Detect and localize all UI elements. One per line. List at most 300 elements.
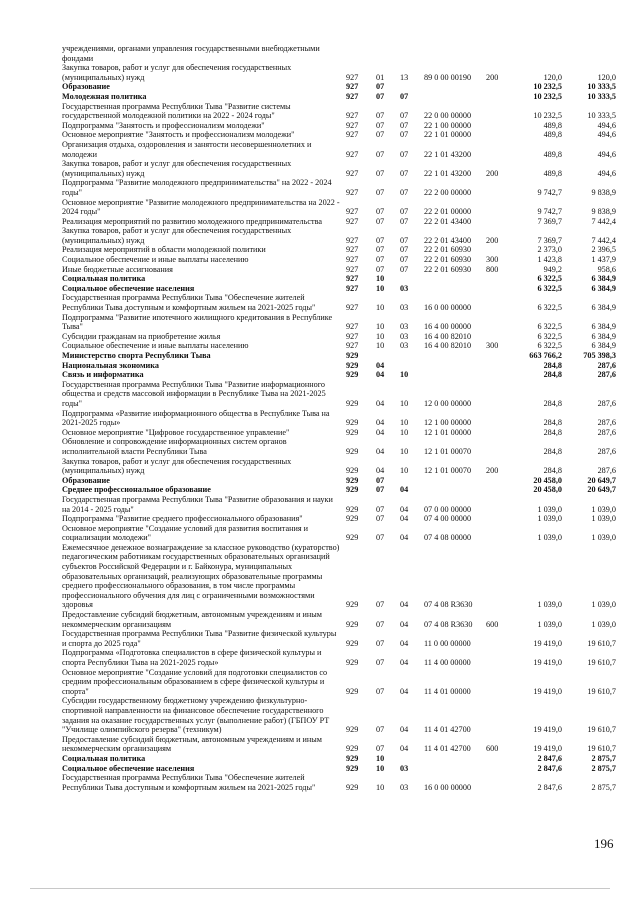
row-subsection (398, 351, 422, 361)
row-section: 10 (376, 303, 385, 313)
table-row (62, 351, 618, 361)
table-body (62, 44, 618, 792)
row-section: 04 (376, 360, 385, 370)
row-amount-year2: 1 039,0 (591, 514, 616, 524)
row-subsection: 10 (400, 418, 409, 428)
row-expense-type (484, 485, 510, 495)
row-name: Государственная программа Республики Тыва "Развитие информационного общества и средств массовой информации в Республике Тыва на 2021-2025 годы" (62, 379, 326, 408)
table-row (62, 764, 618, 774)
row-section: 07 (376, 600, 385, 610)
row-section: 10 (376, 782, 385, 792)
row-amount-year1: 489,8 (543, 120, 562, 130)
row-amount-year1: 2 373,0 (537, 245, 562, 255)
row-amount-year2: 1 437,9 (591, 255, 616, 265)
row-name: Основное мероприятие "Создание условий для подготовки специалистов со средним профессиональным образованием в сфере физической культуры и спорта" (62, 667, 328, 696)
row-subsection: 10 (400, 427, 409, 437)
row-subsection: 03 (400, 322, 409, 332)
document-page (62, 44, 622, 792)
row-section: 07 (376, 235, 385, 245)
row-amount-year1: 284,8 (543, 398, 562, 408)
row-expense-type (484, 361, 510, 371)
row-ved: 927 (346, 82, 359, 92)
row-amount-year1: 284,8 (543, 360, 562, 370)
row-amount-year1: 284,8 (543, 418, 562, 428)
row-amount-year1: 120,0 (543, 72, 562, 82)
row-amount-year2: 19 610,7 (587, 686, 616, 696)
row-section: 10 (376, 341, 385, 351)
row-amount-year2: 494,6 (597, 120, 616, 130)
row-name: Субсидии гражданам на приобретение жилья (62, 331, 221, 341)
row-subsection: 10 (400, 370, 409, 380)
row-name: Министерство спорта Республики Тыва (62, 351, 211, 360)
row-expense-type (484, 293, 510, 312)
row-name: Государственная программа Республики Тыва "Развитие физической культуры и спорта до 2025 года" (62, 629, 337, 648)
row-amount-year2: 10 333,5 (587, 91, 616, 101)
row-subsection: 04 (400, 658, 409, 667)
row-ved: 929 (346, 658, 359, 667)
row-subsection: 07 (400, 207, 409, 217)
row-expense-type: 200 (486, 466, 499, 476)
table-row (62, 457, 618, 476)
row-amount-year2: 6 384,9 (591, 303, 616, 313)
page-number: 196 (594, 836, 614, 851)
table-row (62, 284, 618, 294)
table-row (62, 495, 618, 514)
row-expense-type: 600 (486, 619, 499, 629)
row-target-article: 22 0 00 00000 (424, 111, 472, 121)
row-section: 07 (376, 82, 385, 92)
row-amount-year2: 1 039,0 (591, 619, 616, 629)
row-expense-type (484, 140, 510, 159)
row-amount-year1: 9 742,7 (537, 187, 562, 197)
row-name: Организация отдыха, оздоровления и занятости несовершеннолетних и молодежи (62, 139, 312, 159)
row-ved: 929 (346, 485, 359, 495)
row-expense-type (484, 313, 510, 332)
row-subsection: 07 (400, 255, 409, 265)
row-name: Закупка товаров, работ и услуг для обеспечения государственных (муниципальных) нужд (62, 456, 292, 476)
row-section: 07 (376, 255, 385, 265)
row-section: 07 (376, 744, 385, 754)
row-section: 07 (376, 725, 385, 735)
row-amount-year2: 19 610,7 (587, 744, 616, 754)
row-target-article: 89 0 00 00190 (424, 72, 472, 82)
row-amount-year1: 663 766,2 (529, 351, 562, 360)
row-ved: 927 (346, 130, 359, 140)
row-target-article: 07 4 08 R3630 (424, 600, 473, 610)
row-expense-type (484, 764, 510, 774)
row-expense-type (484, 332, 510, 342)
table-row (62, 648, 618, 667)
row-target-article: 12 1 01 00070 (424, 466, 472, 476)
row-expense-type: 800 (486, 264, 499, 274)
row-amount-year2: 19 610,7 (587, 658, 616, 667)
row-section: 07 (376, 111, 385, 121)
row-ved: 929 (346, 398, 359, 408)
row-subsection: 04 (400, 725, 409, 735)
table-row (62, 524, 618, 543)
row-name: Закупка товаров, работ и услуг для обеспечения государственных (муниципальных) нужд (62, 63, 292, 82)
row-amount-year2: 1 039,0 (591, 504, 616, 514)
table-row (62, 409, 618, 428)
row-target-article: 07 4 00 00000 (424, 514, 472, 524)
row-section: 04 (376, 446, 385, 456)
table-row (62, 226, 618, 245)
row-section: 10 (376, 274, 385, 284)
row-section: 10 (376, 331, 385, 341)
footer-divider (30, 888, 610, 889)
row-subsection: 10 (400, 466, 409, 476)
row-ved: 929 (346, 686, 359, 696)
row-target-article (422, 44, 484, 63)
table-row (62, 313, 618, 332)
table-row (62, 140, 618, 159)
row-target-article (422, 92, 484, 102)
row-subsection (398, 361, 422, 371)
row-amount-year2: 6 384,9 (591, 322, 616, 332)
row-subsection: 13 (400, 72, 409, 82)
row-amount-year1: 1 423,8 (537, 255, 562, 265)
table-row (62, 255, 618, 265)
row-name: Государственная программа Республики Тыва "Обеспечение жителей Республики Тыва доступным и комфортным жильем на 2021-2025 годы" (62, 293, 316, 313)
table-row (62, 437, 618, 456)
table-row (62, 102, 618, 121)
row-target-article: 16 4 00 00000 (424, 322, 472, 332)
row-subsection: 07 (400, 235, 409, 245)
row-amount-year2: 287,6 (597, 427, 616, 437)
row-target-article: 22 1 00 00000 (424, 120, 472, 130)
row-name: Социальная политика (62, 753, 146, 763)
row-amount-year1: 2 847,6 (537, 753, 562, 763)
table-row (62, 629, 618, 648)
row-ved: 927 (346, 331, 359, 341)
row-target-article: 12 1 01 00070 (424, 446, 472, 456)
row-amount-year1: 7 369,7 (537, 235, 562, 245)
table-row (62, 514, 618, 524)
row-expense-type (484, 198, 510, 217)
row-name: Молодежная политика (62, 91, 147, 101)
table-row (62, 245, 618, 255)
row-subsection: 03 (400, 303, 409, 313)
row-target-article (422, 284, 484, 294)
row-expense-type: 300 (486, 341, 499, 351)
row-expense-type (484, 370, 510, 380)
row-amount-year2: 287,6 (597, 370, 616, 380)
row-target-article: 16 4 00 82010 (424, 331, 472, 341)
row-name: Государственная программа Республики Тыва "Развитие образования и науки на 2014 - 2025 годы" (62, 494, 333, 514)
row-section: 07 (376, 504, 385, 514)
row-expense-type (484, 121, 510, 131)
row-ved: 927 (346, 264, 359, 274)
row-target-article: 22 1 01 43200 (424, 168, 472, 178)
row-amount-year1: 1 039,0 (537, 514, 562, 524)
row-ved: 929 (346, 744, 359, 754)
row-target-article: 22 2 01 60930 (424, 264, 472, 274)
row-target-article: 11 4 01 00000 (424, 686, 471, 696)
row-subsection (398, 754, 422, 764)
row-ved: 927 (346, 274, 359, 284)
row-subsection: 07 (400, 120, 409, 130)
row-subsection (398, 476, 422, 486)
row-amount-year1: 284,8 (543, 466, 562, 476)
row-section (374, 44, 398, 63)
row-amount-year2: 1 039,0 (591, 533, 616, 543)
row-amount-year1: 284,8 (543, 446, 562, 456)
row-ved: 927 (346, 245, 359, 255)
row-ved (344, 44, 374, 63)
row-section: 07 (376, 619, 385, 629)
row-name: Иные бюджетные ассигнования (62, 264, 173, 274)
row-expense-type (484, 437, 510, 456)
row-ved: 929 (346, 475, 359, 485)
row-ved: 929 (346, 533, 359, 543)
row-section: 10 (376, 322, 385, 332)
row-ved: 929 (346, 427, 359, 437)
table-row (62, 668, 618, 697)
row-section: 10 (376, 753, 385, 763)
row-target-article: 12 0 00 00000 (424, 398, 472, 408)
row-subsection: 04 (400, 485, 409, 495)
row-target-article: 22 2 01 00000 (424, 207, 472, 217)
row-amount-year1: 10 232,5 (533, 82, 562, 92)
row-name: Социальное обеспечение и иные выплаты населению (62, 255, 249, 265)
row-expense-type (484, 217, 510, 227)
row-ved: 927 (346, 149, 359, 159)
row-expense-type (484, 524, 510, 543)
row-name: Основное мероприятие "Создание условий для развития воспитания и социализации молодежи" (62, 523, 309, 543)
table-row (62, 44, 618, 63)
row-target-article (422, 82, 484, 92)
table-row (62, 293, 618, 312)
table-row (62, 92, 618, 102)
row-section: 10 (376, 283, 385, 293)
row-amount-year2: 10 333,5 (587, 82, 616, 92)
row-amount-year1: 10 232,5 (533, 91, 562, 101)
row-target-article (422, 361, 484, 371)
row-expense-type (484, 428, 510, 438)
row-target-article: 11 4 01 42700 (424, 744, 471, 754)
row-amount-year2: 287,6 (597, 446, 616, 456)
row-ved: 927 (346, 341, 359, 351)
table-row (62, 485, 618, 495)
table-row (62, 274, 618, 284)
row-name: Закупка товаров, работ и услуг для обеспечения государственных (муниципальных) нужд (62, 159, 292, 178)
table-row (62, 380, 618, 409)
row-name: Образование (62, 82, 110, 92)
row-expense-type (484, 82, 510, 92)
row-name: Реализация мероприятий по развитию молодежного предпринимательства (62, 216, 322, 226)
table-row (62, 754, 618, 764)
row-section: 01 (376, 72, 385, 82)
row-amount-year1: 284,8 (543, 370, 562, 380)
row-name: учреждениями, органами управления государственными внебюджетными фондами (62, 44, 320, 63)
row-section: 07 (376, 638, 385, 648)
row-subsection: 03 (400, 341, 409, 351)
row-amount-year2: 494,6 (597, 149, 616, 159)
row-section: 04 (376, 398, 385, 408)
row-target-article: 12 1 00 00000 (424, 418, 472, 428)
row-target-article (422, 274, 484, 284)
row-amount-year2 (564, 44, 618, 63)
row-amount-year1 (510, 44, 564, 63)
row-ved: 929 (346, 638, 359, 648)
row-section: 07 (376, 120, 385, 130)
row-section: 04 (376, 370, 385, 380)
table-row (62, 370, 618, 380)
row-name: Обновление и сопровождение информационных систем органов исполнительной власти Республики Тыва (62, 437, 287, 456)
row-ved: 929 (346, 418, 359, 428)
row-name: Образование (62, 475, 110, 485)
table-row (62, 121, 618, 131)
row-ved: 927 (346, 168, 359, 178)
table-row (62, 82, 618, 92)
table-row (62, 130, 618, 140)
row-amount-year1: 949,2 (543, 264, 562, 274)
row-name: Основное мероприятие "Развитие молодежного предпринимательства на 2022 - 2024 годы" (62, 197, 340, 217)
row-target-article: 22 2 01 60930 (424, 255, 472, 265)
table-row (62, 735, 618, 754)
row-amount-year1: 6 322,5 (537, 283, 562, 293)
row-target-article (422, 476, 484, 486)
row-ved: 929 (346, 514, 359, 524)
row-expense-type (484, 773, 510, 792)
row-subsection: 03 (400, 782, 409, 792)
row-expense-type (484, 245, 510, 255)
row-amount-year1: 489,8 (543, 168, 562, 178)
row-name: Подпрограмма "Занятость и профессионализм молодежи" (62, 120, 265, 130)
row-amount-year2: 10 333,5 (587, 111, 616, 121)
row-amount-year2: 494,6 (597, 130, 616, 140)
row-expense-type (484, 351, 510, 361)
row-ved: 927 (346, 255, 359, 265)
row-subsection: 07 (400, 187, 409, 197)
row-section: 04 (376, 466, 385, 476)
row-subsection (398, 82, 422, 92)
row-section: 07 (376, 91, 385, 101)
row-expense-type (484, 476, 510, 486)
row-amount-year1: 20 458,0 (533, 485, 562, 495)
budget-table (62, 44, 618, 792)
row-ved: 927 (346, 187, 359, 197)
row-target-article (422, 485, 484, 495)
row-amount-year2: 2 875,7 (591, 763, 616, 773)
table-row (62, 332, 618, 342)
row-ved: 927 (346, 72, 359, 82)
row-section: 07 (376, 149, 385, 159)
row-ved: 927 (346, 216, 359, 226)
row-ved: 929 (346, 725, 359, 735)
table-row (62, 341, 618, 351)
table-row (62, 610, 618, 629)
row-section: 07 (376, 514, 385, 524)
row-subsection: 07 (400, 149, 409, 159)
row-ved: 927 (346, 120, 359, 130)
row-amount-year2: 494,6 (597, 168, 616, 178)
row-subsection: 07 (400, 168, 409, 178)
row-ved: 929 (346, 782, 359, 792)
row-name: Основное мероприятие "Цифровое государственное управление" (62, 427, 290, 437)
row-subsection: 07 (400, 216, 409, 226)
row-subsection: 07 (400, 245, 409, 255)
row-amount-year2: 2 875,7 (591, 753, 616, 763)
row-section: 07 (376, 485, 385, 495)
row-target-article: 22 1 01 43200 (424, 149, 472, 159)
row-subsection: 04 (400, 744, 409, 754)
row-amount-year1: 489,8 (543, 149, 562, 159)
table-row (62, 178, 618, 197)
row-subsection: 07 (400, 130, 409, 140)
row-amount-year1: 6 322,5 (537, 274, 562, 284)
row-section: 07 (376, 216, 385, 226)
row-target-article: 11 4 01 42700 (424, 725, 471, 735)
row-section: 04 (376, 427, 385, 437)
row-ved: 929 (346, 619, 359, 629)
row-section: 07 (376, 130, 385, 140)
row-amount-year1: 6 322,5 (537, 331, 562, 341)
row-amount-year2: 120,0 (597, 72, 616, 82)
row-amount-year1: 19 419,0 (533, 638, 562, 648)
row-subsection: 04 (400, 686, 409, 696)
row-amount-year2: 9 838,9 (591, 187, 616, 197)
row-amount-year1: 6 322,5 (537, 303, 562, 313)
row-name: Среднее профессиональное образование (62, 485, 211, 495)
row-name: Подпрограмма «Подготовка специалистов в сфере физической культуры и спорта Республики Тыва на 2021-2025 годы» (62, 648, 322, 667)
row-section: 07 (376, 658, 385, 667)
row-subsection: 10 (400, 398, 409, 408)
row-name: Социальная политика (62, 274, 146, 284)
row-amount-year1: 6 322,5 (537, 322, 562, 332)
row-subsection (398, 274, 422, 284)
row-name: Подпрограмма "Развитие ипотечного жилищного кредитования в Республике Тыва" (62, 312, 333, 332)
row-expense-type (484, 178, 510, 197)
row-expense-type (484, 380, 510, 409)
table-row (62, 217, 618, 227)
table-row (62, 543, 618, 610)
row-expense-type (484, 284, 510, 294)
row-ved: 929 (346, 504, 359, 514)
row-section: 07 (376, 475, 385, 485)
row-name: Субсидии государственному бюджетному учреждению физкультурно-спортивной направленности на финансовое обеспечение государственного задания на оказание государственных услуг (выполнение работ) (ГБПОУ РТ "Училище олимпийского резерва" (техникум) (62, 696, 330, 735)
row-name: Ежемесячное денежное вознаграждение за классное руководство (кураторство) педагогическим работникам государственных образовательных организаций субъектов Российской Федерации и г. Байконура, муниципальных образовательных организаций, реализующих образовательные программы среднего профессионального образования, в том числе программы профессионального обучения для лиц с ограниченными возможностями здоровья (62, 542, 340, 610)
row-name: Подпрограмма "Развитие молодежного предпринимательства" на 2022 - 2024 годы" (62, 178, 332, 197)
row-ved: 927 (346, 322, 359, 332)
row-name: Национальная экономика (62, 360, 159, 370)
table-row (62, 476, 618, 486)
row-name: Связь и информатика (62, 370, 144, 380)
row-subsection: 07 (400, 264, 409, 274)
row-ved: 929 (346, 360, 359, 370)
row-amount-year2: 287,6 (597, 360, 616, 370)
table-row (62, 428, 618, 438)
row-name: Реализация мероприятий в области молодежной политики (62, 245, 266, 255)
row-subsection: 07 (400, 91, 409, 101)
row-target-article (422, 754, 484, 764)
row-amount-year1: 284,8 (543, 427, 562, 437)
row-target-article (422, 370, 484, 380)
row-amount-year2: 7 442,4 (591, 216, 616, 226)
row-expense-type: 300 (486, 255, 499, 265)
row-name: Социальное обеспечение населения (62, 283, 195, 293)
row-amount-year2: 6 384,9 (591, 331, 616, 341)
row-amount-year2: 2 875,7 (591, 782, 616, 792)
row-name: Закупка товаров, работ и услуг для обеспечения государственных (муниципальных) нужд (62, 226, 292, 245)
row-expense-type (484, 543, 510, 610)
row-amount-year1: 19 419,0 (533, 725, 562, 735)
row-section: 07 (376, 168, 385, 178)
row-expense-type (484, 130, 510, 140)
row-amount-year2: 287,6 (597, 466, 616, 476)
row-amount-year2: 6 384,9 (591, 341, 616, 351)
row-name: Предоставление субсидий бюджетным, автономным учреждениям и иным некоммерческим организациям (62, 734, 322, 754)
